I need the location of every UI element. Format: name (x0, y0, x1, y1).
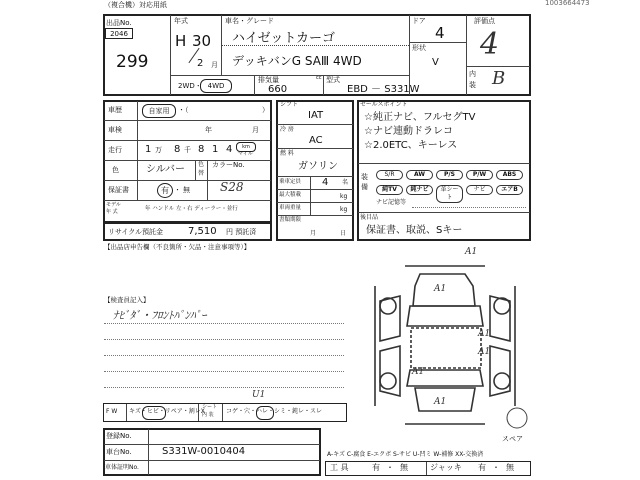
drive-2wd: 2WD・ (178, 82, 202, 90)
fuel-label: 燃 料 (280, 150, 294, 157)
color-change-bottom: 替 (198, 170, 205, 177)
equip-option: P/S (436, 170, 463, 180)
doors: 4 (435, 24, 445, 42)
shift-value: IAT (308, 110, 324, 121)
usage-label: 車歴 (108, 106, 122, 114)
shape-label: 形状 (412, 44, 426, 52)
chassis-value: S331W-0010404 (162, 446, 246, 457)
model: EBD － S331W (347, 84, 420, 95)
door-label: ドア (412, 17, 426, 25)
lot-number: 299 (116, 52, 149, 72)
equip-option: エアB (496, 185, 523, 195)
equip-option: AW (406, 170, 433, 180)
car-name: ハイゼットカーゴ (232, 31, 335, 46)
equip-option: S/R (376, 170, 403, 180)
mileage-sen: 千 (184, 146, 191, 154)
damage-row-text: キズ・ヒビ・リペア・割レX (129, 408, 205, 415)
reg-label: 書類期限 (279, 217, 302, 223)
top-code: 1003664473 (545, 0, 590, 7)
interior-label-top: 内 (469, 70, 476, 78)
inspection-label: 車検 (108, 126, 122, 134)
mileage-label: 走行 (108, 146, 122, 154)
recycle-value: 7,510 (188, 226, 217, 237)
vehicle-info-block (103, 100, 272, 223)
capacity-unit: 名 (342, 179, 349, 186)
color-label: 色 (112, 166, 119, 174)
chassis-label: 車台No. (106, 448, 132, 456)
spare-label: スペア (502, 435, 523, 443)
cc-label: 排気量 (258, 76, 279, 84)
inspector-title: 【検査員記入】 (104, 296, 150, 304)
equip-option: P/W (466, 170, 493, 180)
damage-row-label: F W (106, 408, 118, 415)
lot-label: 出品No. (106, 19, 132, 27)
equip-option: ナビ (466, 185, 493, 195)
warranty-sep: ・ (174, 186, 181, 194)
tools-yes: 有 (372, 463, 380, 472)
cc-unit: cc (316, 75, 322, 81)
max-load-unit: kg (340, 193, 348, 200)
interior-label-bottom: 装 (469, 81, 476, 89)
mileage-unit-km: km (236, 142, 256, 152)
navi-type-label: ナビ記憶等 (376, 199, 407, 206)
jack-yes: 有 (478, 463, 486, 472)
spare-tire-icon (507, 408, 527, 428)
fuel-value: ガソリン (298, 161, 338, 172)
month: 2 (197, 58, 204, 69)
mileage-d4: 1 (212, 144, 219, 155)
color-value: シルバー (146, 164, 186, 175)
damage-row-text-2: コゲ・穴・ハレ・シミ・鈍レ・スレ (226, 408, 323, 415)
model-year-text: 年 ハンドル 左・右 ディーラー・並行 (145, 206, 238, 212)
sales-title: セールスポイント (360, 101, 408, 108)
capacity-value: 4 (322, 177, 329, 188)
reg-month: 月 (310, 230, 317, 237)
lot-sub: 2046 (105, 28, 133, 39)
misc-label: 後目品 (360, 214, 379, 221)
car-name-label: 車名・グレード (225, 17, 274, 25)
warranty-yes: 有 (157, 183, 173, 198)
equip-option: 純TV (376, 185, 403, 195)
inspection-month-unit: 月 (252, 126, 259, 134)
equip-option: ABS (496, 170, 523, 180)
mileage-d2: 8 (174, 144, 181, 155)
damage-hare-circle (256, 406, 274, 420)
misc-value: 保証書、取説、Sキー (366, 225, 463, 236)
year-label: 年式 (174, 17, 188, 25)
damage-mark-7: U1 (252, 390, 266, 400)
shift-label: シフト (280, 101, 299, 108)
damage-mark-1: A1 (465, 247, 478, 257)
equip-option: 純ナビ (406, 185, 433, 195)
color-no-value: S28 (220, 180, 244, 194)
sheet-sub: 内 装 (202, 412, 214, 418)
mileage-unit-mile: マイル (238, 151, 253, 157)
equip-label: 装備 (361, 173, 368, 191)
notes-title: 【出品店申告欄（不良箇所・欠品・注意事項等）】 (104, 243, 251, 251)
mileage-d3: 8 (198, 144, 205, 155)
color-change-top: 色 (198, 161, 205, 168)
inspector-note: ﾅﾋﾞﾀﾞ・ﾌﾛﾝﾄﾊﾟﾝﾊﾟｰ (113, 309, 207, 322)
cc-value: 660 (268, 84, 288, 95)
cert-label: 車体証明No. (105, 464, 139, 471)
model-label: 型式 (326, 76, 340, 84)
eval-label: 評価点 (474, 17, 495, 25)
weight-label: 車両重量 (279, 205, 302, 211)
shape: V (432, 57, 439, 68)
eval-score: 4 (480, 27, 500, 62)
jack-no: 無 (506, 463, 514, 472)
tools-row (325, 461, 531, 476)
max-load-label: 最大積載 (279, 192, 302, 198)
usage-bullet: ・（ (178, 106, 189, 114)
damage-mark-4: A1 (478, 347, 491, 357)
interior-score: B (492, 68, 506, 89)
damage-mark-3: A1 (478, 329, 491, 339)
car-damage-diagram (355, 246, 535, 436)
damage-mark-2: A1 (434, 284, 447, 294)
damage-hibi-circle (142, 406, 166, 420)
recycle-label: リサイクル預託金 (108, 228, 164, 236)
ac-value: AC (309, 135, 323, 146)
drive-4wd: 4WD (200, 79, 232, 93)
ac-label: 冷 房 (280, 126, 294, 133)
warranty-no: 無 (183, 186, 190, 194)
mileage-d1: 1 (145, 144, 152, 155)
reg-day: 日 (340, 230, 347, 237)
mileage-d5: 4 (226, 144, 233, 155)
equip-option: 革シート (436, 185, 463, 203)
jack-label: ジャッキ (430, 463, 462, 472)
top-note: （複合機）対応用紙 (104, 1, 167, 9)
color-no-label: カラーNo. (212, 161, 245, 169)
inspection-year-unit: 年 (205, 126, 212, 134)
capacity-label: 乗車定員 (279, 179, 302, 185)
era: H (175, 32, 187, 50)
model-year-label-bottom: 年 式 (106, 209, 118, 215)
month-unit: 月 (211, 61, 218, 69)
weight-unit: kg (340, 206, 348, 213)
warranty-label: 保証書 (108, 186, 129, 194)
sales-line-2: ☆ナビ連動ドラレコ (364, 126, 453, 137)
year: 30 (192, 32, 212, 50)
sales-line-3: ☆2.0ETC、キーレス (364, 140, 458, 151)
grade: デッキバンG SAⅢ 4WD (232, 54, 362, 68)
sheet-label: シート (202, 404, 218, 410)
tools-label: 工 具 (330, 463, 349, 472)
damage-legend: A-キズ C-腐食 E-エクボ S-サビ U-凹ミ W-補修 XX-交換済 (327, 451, 484, 458)
tools-no: 無 (400, 463, 408, 472)
mileage-man: 万 (155, 146, 162, 154)
damage-mark-6: A1 (434, 397, 447, 407)
sales-line-1: ☆純正ナビ、フルセグTV (364, 112, 476, 123)
usage-value: 自家用 (142, 104, 176, 118)
reg-no-label: 登録No. (106, 432, 132, 440)
usage-close: ） (262, 106, 269, 114)
recycle-unit: 円 預託済 (226, 228, 257, 236)
damage-mark-5: A1 (412, 367, 425, 377)
model-year-label-top: モデル (106, 202, 121, 208)
